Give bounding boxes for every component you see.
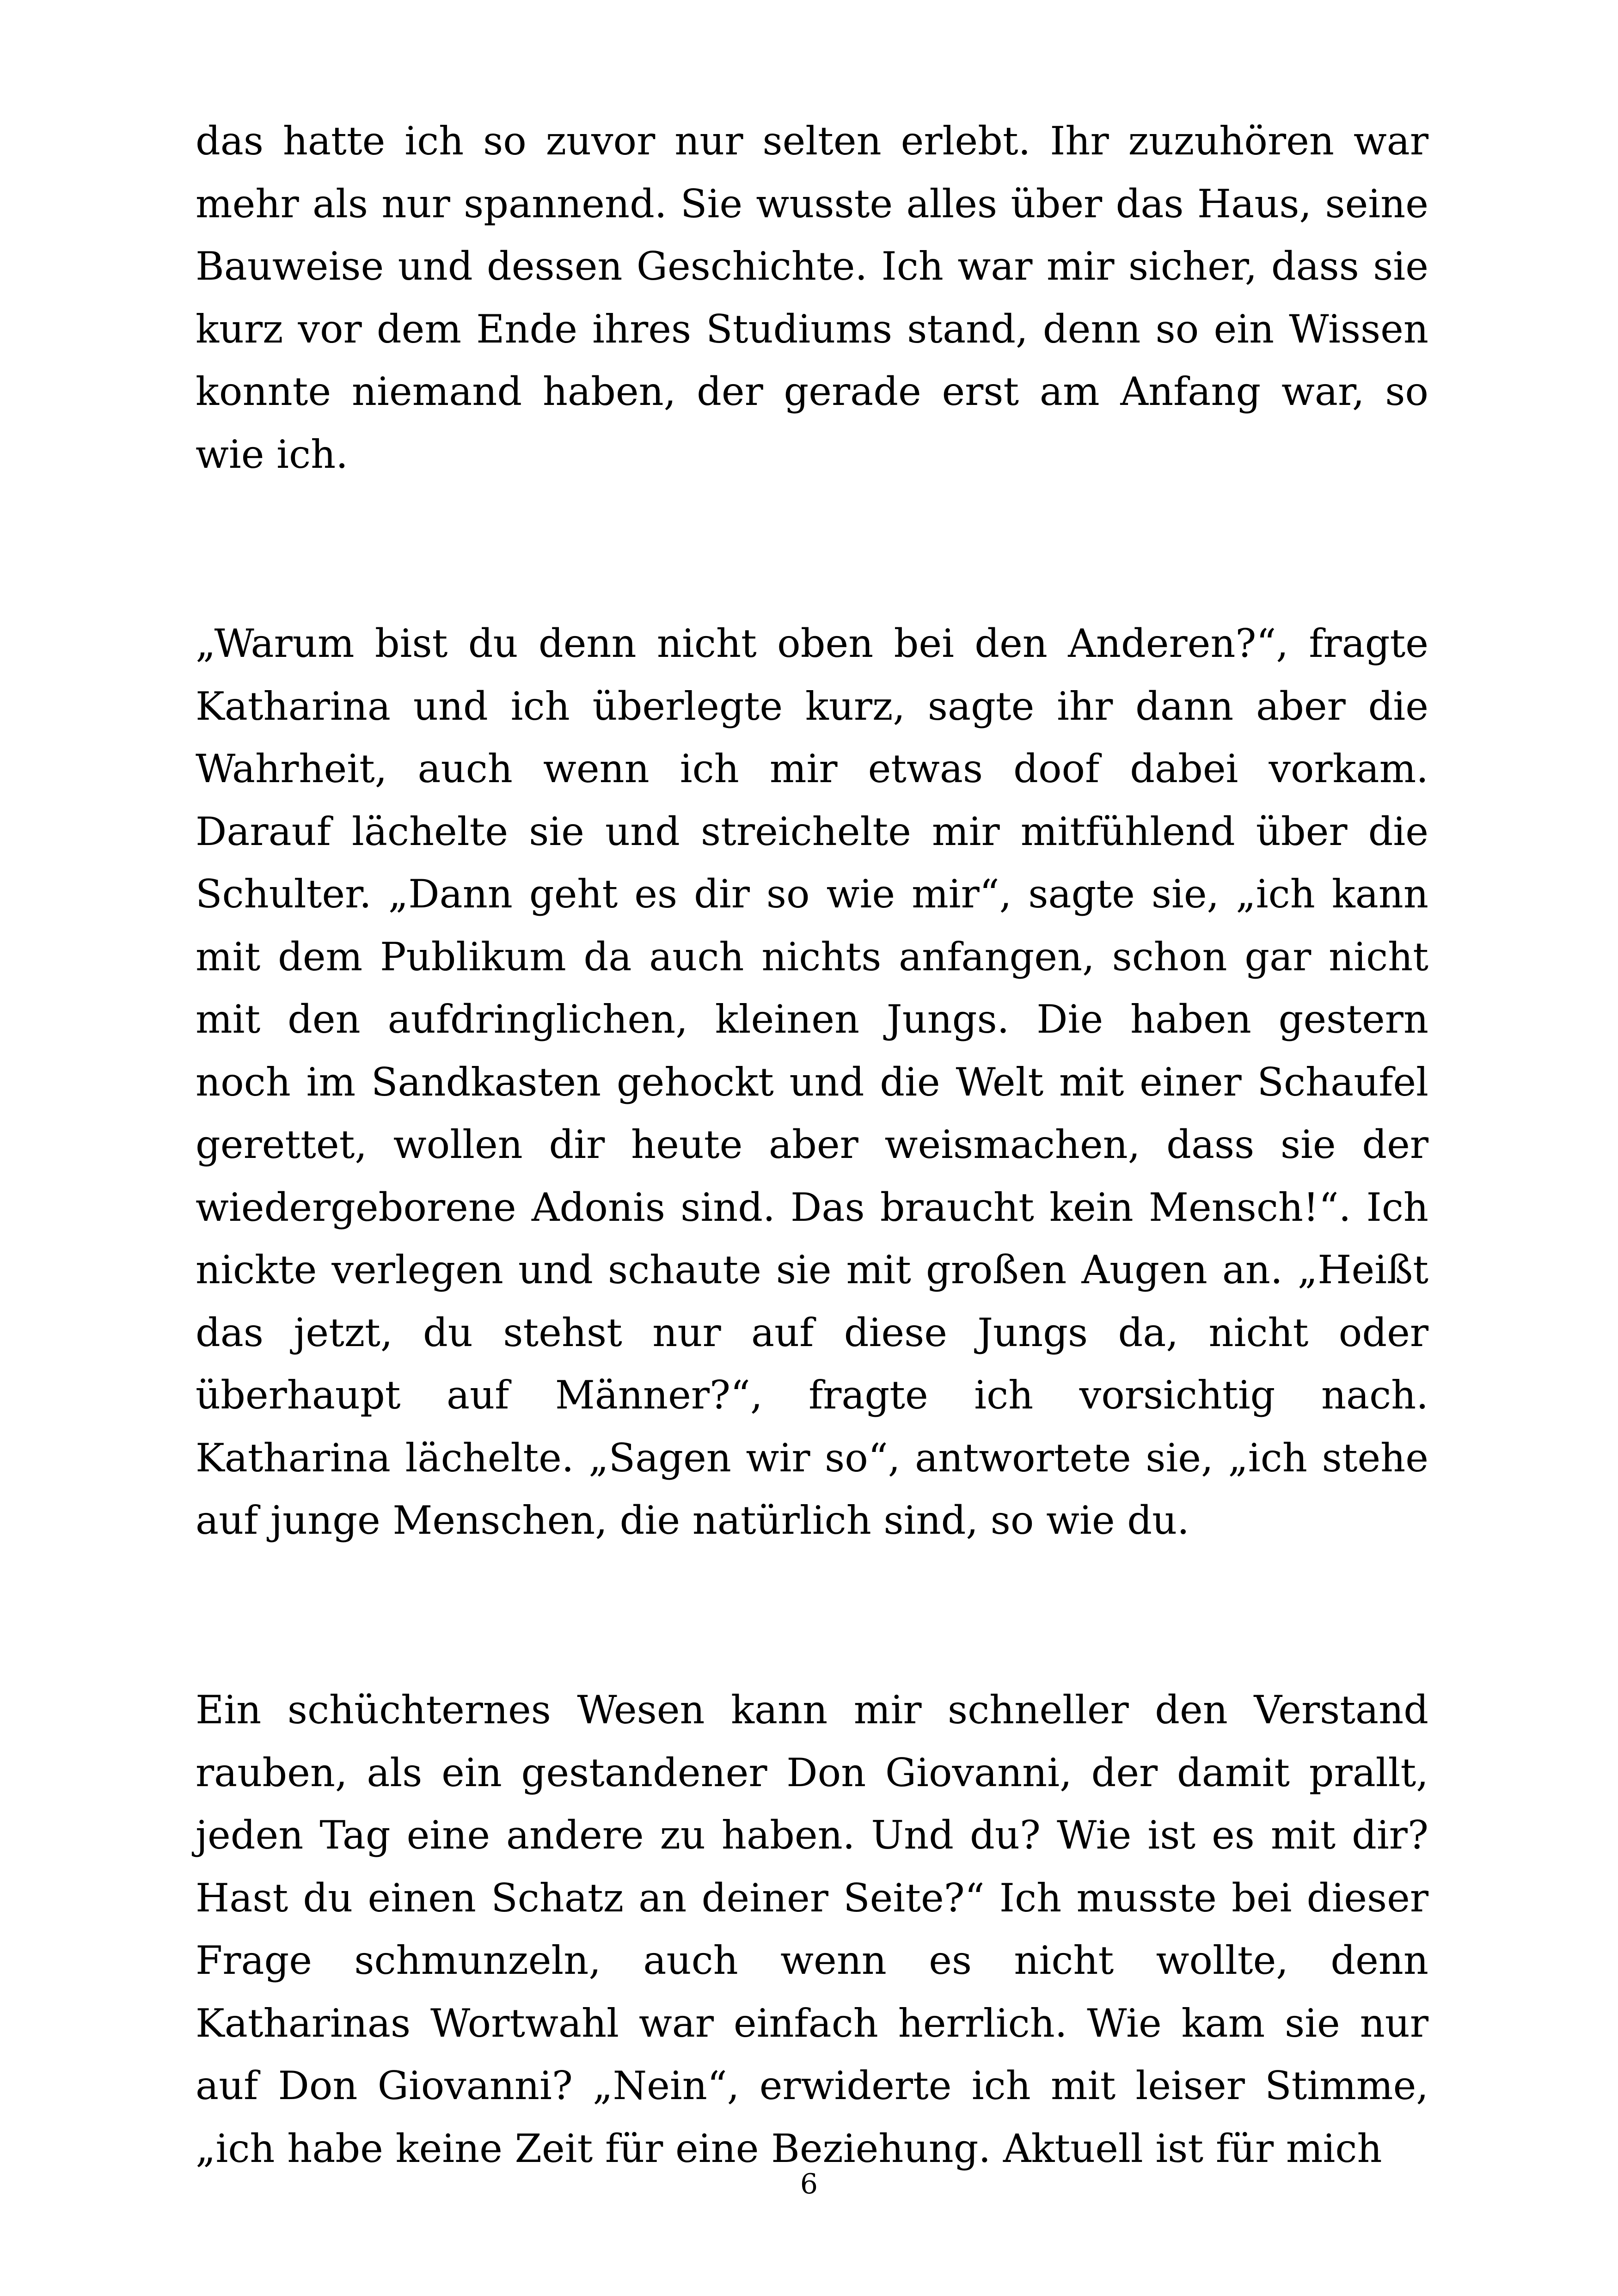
- paragraph-3-text: Ein schüchternes Wesen kann mir schneller den Verstand rauben, als ein gestandener Don Giovanni, der damit prallt, jeden Tag eine andere zu haben. Und du? Wie ist es mit dir? Hast du einen Schatz an deiner Seite?“ Ich musste bei dieser Frage schmunzeln, auch wenn es nicht wollte, denn Katharinas Wortwahl war einfach herrlich. Wie kam sie nur auf Don Giovanni? „Nein“, erwiderte ich mit leiser Stimme, „ich habe keine Zeit für eine Beziehung. Aktuell ist für mich: [196, 1687, 1428, 2171]
- page-number: 6: [800, 2168, 818, 2200]
- paragraph-1-text: das hatte ich so zuvor nur selten erlebt. Ihr zuzuhören war mehr als nur spannend. Sie wusste alles über das Haus, seine Bauweise und dessen Geschichte. Ich war mir sicher, dass sie kurz vor dem Ende ihres Studiums stand, denn so ein Wissen konnte niemand haben, der gerade erst am Anfang war, so wie ich.: [196, 118, 1428, 477]
- paragraph-1: [196, 110, 1428, 486]
- paragraph-2: [196, 612, 1428, 1552]
- paragraph-3: [196, 1679, 1428, 2180]
- paragraph-2-text: „Warum bist du denn nicht oben bei den Anderen?“, fragte Katharina und ich überlegte kurz, sagte ihr dann aber die Wahrheit, auch wenn ich mir etwas doof dabei vorkam. Darauf lächelte sie und streichelte mir mitfühlend über die Schulter. „Dann geht es dir so wie mir“, sagte sie, „ich kann mit dem Publikum da auch nichts anfangen, schon gar nicht mit den aufdringlichen, kleinen Jungs. Die haben gestern noch im Sandkasten gehockt und die Welt mit einer Schaufel gerettet, wollen dir heute aber weismachen, dass sie der wiedergeborene Adonis sind. Das braucht kein Mensch!“. Ich nickte verlegen und schaute sie mit großen Augen an. „Heißt das jetzt, du stehst nur auf diese Jungs da, nicht oder überhaupt auf Männer?“, fragte ich vorsichtig nach. Katharina lächelte. „Sagen wir so“, antwortete sie, „ich stehe auf junge Menschen, die natürlich sind, so wie du.: [196, 621, 1428, 1543]
